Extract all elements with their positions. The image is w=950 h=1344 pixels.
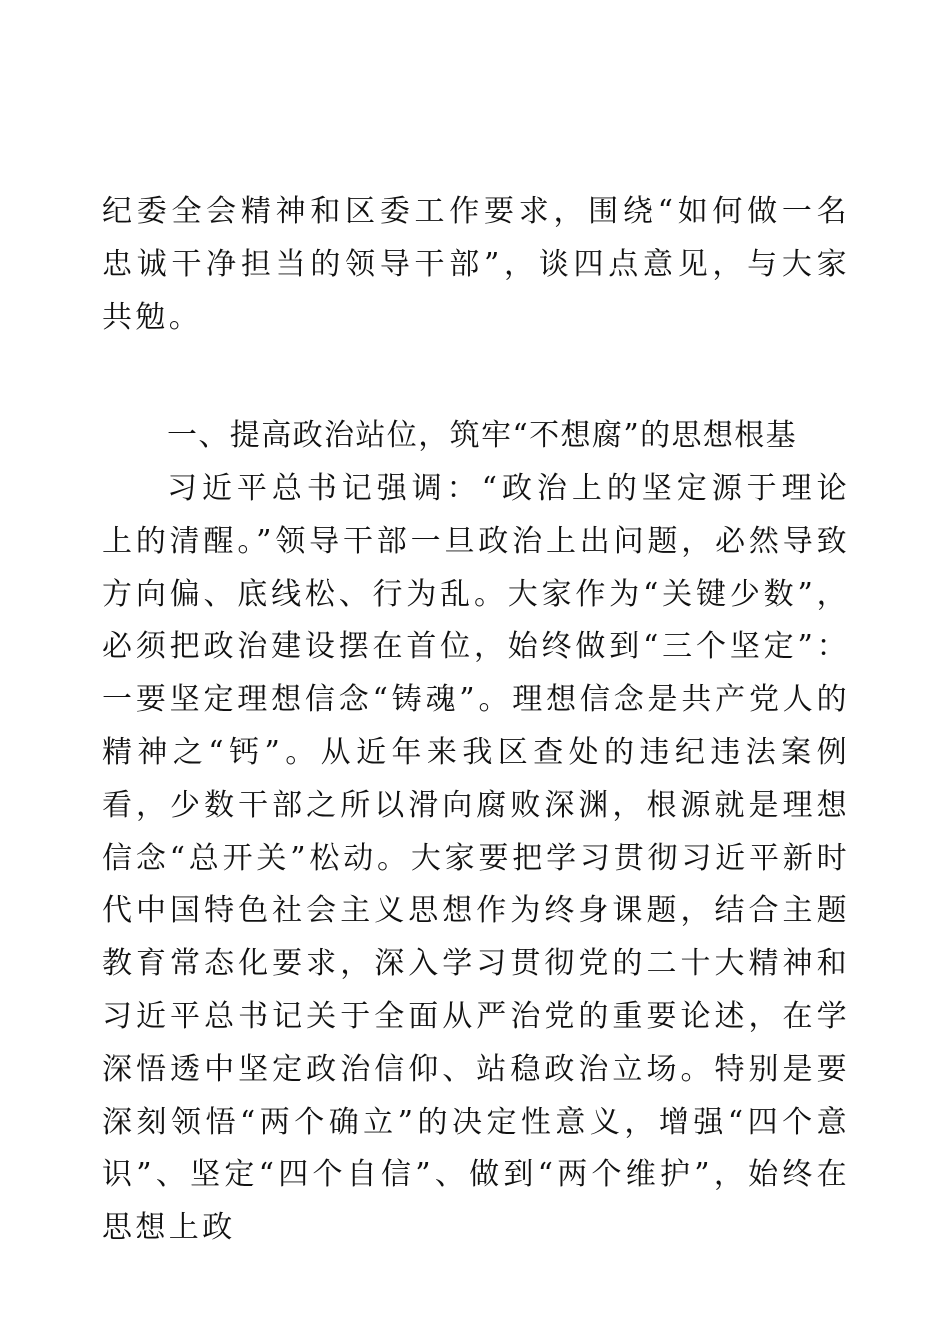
body-paragraph: 习近平总书记强调：“政治上的坚定源于理论上的清醒。”领导干部一旦政治上出问题，必然导致方向偏、底线松、行为乱。大家作为“关键少数”，必须把政治建设摆在首位，始终做到“三个坚定”：一要坚定理想信念“铸魂”。理想信念是共产党人的精神之“钙”。从近年来我区查处的违纪违法案例看，少数干部之所以滑向腐败深渊，根源就是理想信念“总开关”松动。大家要把学习贯彻习近平新时代中国特色社会主义思想作为终身课题，结合主题教育常态化要求，深入学习贯彻党的二十大精神和习近平总书记关于全面从严治党的重要论述，在学深悟透中坚定政治信仰、站稳政治立场。特别是要深刻领悟“两个确立”的决定性意义，增强“四个意识”、坚定“四个自信”、做到“两个维护”，始终在思想上政: [102, 471, 850, 1246]
section-heading: 一、提高政治站位，筑牢“不想腐”的思想根基: [167, 418, 798, 453]
intro-paragraph: 纪委全会精神和区委工作要求，围绕“如何做一名忠诚干净担当的领导干部”，谈四点意见，与大家共勉。: [102, 194, 850, 335]
